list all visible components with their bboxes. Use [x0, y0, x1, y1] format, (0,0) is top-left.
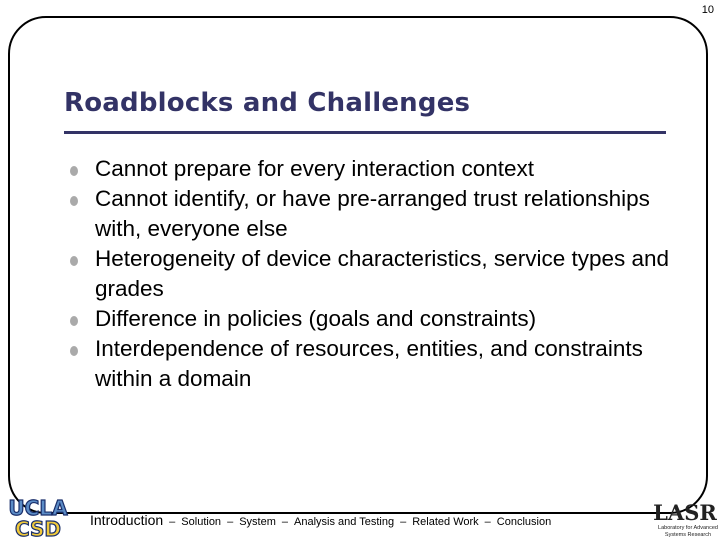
bullet-dot-icon	[70, 256, 78, 266]
bullet-item	[64, 334, 684, 394]
bullet-dot-icon	[70, 346, 78, 356]
bullet-text: Cannot identify, or have pre-arranged trust relationships with, everyone else	[95, 186, 650, 241]
bullet-item	[64, 244, 684, 304]
lasr-logo-line2: Systems Research	[664, 532, 712, 538]
lasr-logo-name: LASR	[653, 500, 717, 525]
nav-separator: –	[484, 516, 491, 528]
nav-solution[interactable]: Solution	[181, 516, 222, 528]
bullet-text: Heterogeneity of device characteristics, service types and grades	[95, 246, 670, 301]
bullet-text: Interdependence of resources, entities, and constraints within a domain	[95, 336, 643, 391]
lasr-logo	[652, 500, 718, 538]
nav-separator: –	[227, 516, 234, 528]
ucla-logo-line2: CSD	[14, 517, 62, 538]
slide-title: Roadblocks and Challenges	[64, 88, 471, 118]
nav-analysis-and-testing[interactable]: Analysis and Testing	[294, 516, 395, 528]
nav-separator: –	[169, 516, 176, 528]
lasr-logo-line1: Laboratory for Advanced	[658, 525, 718, 531]
nav-separator: –	[281, 516, 288, 528]
bullet-dot-icon	[70, 166, 78, 176]
bullet-list	[64, 154, 684, 394]
nav-system[interactable]: System	[239, 516, 276, 528]
bullet-dot-icon	[70, 316, 78, 326]
bullet-text: Cannot prepare for every interaction context	[95, 156, 534, 181]
nav-related-work[interactable]: Related Work	[412, 516, 479, 528]
ucla-logo-line1: UCLA	[8, 496, 68, 520]
bullet-item	[64, 184, 684, 244]
bullet-dot-icon	[70, 196, 78, 206]
bullet-text: Difference in policies (goals and constraints)	[95, 306, 537, 331]
page-number: 10	[701, 4, 714, 16]
nav-separator: –	[400, 516, 407, 528]
bullet-item	[64, 154, 684, 184]
nav-conclusion[interactable]: Conclusion	[496, 516, 552, 528]
title-underline	[64, 131, 666, 134]
ucla-csd-logo	[2, 496, 74, 538]
nav-introduction[interactable]: Introduction	[90, 512, 164, 528]
footer-navigation	[90, 512, 551, 528]
bullet-item	[64, 304, 684, 334]
